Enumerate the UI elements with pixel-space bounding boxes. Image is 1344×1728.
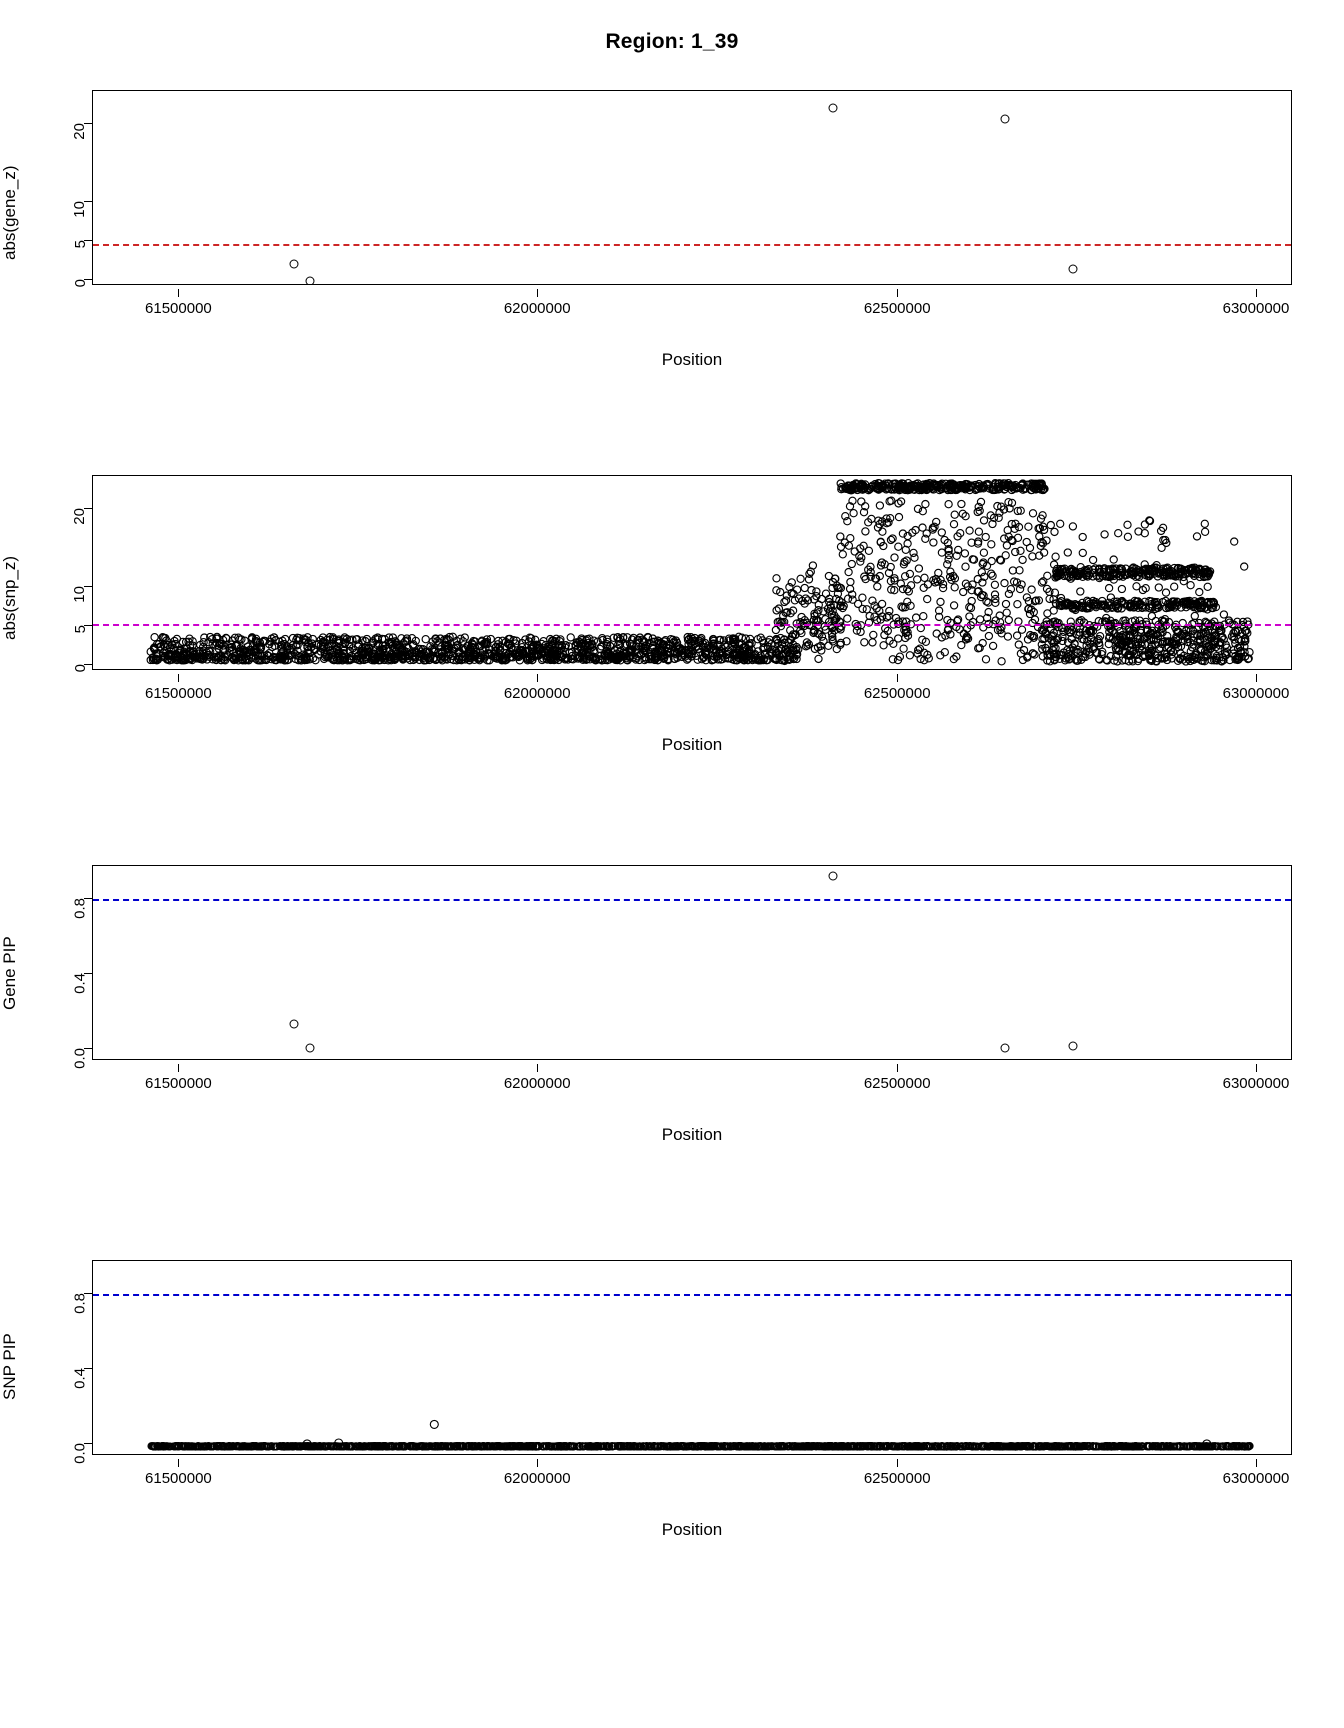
y-axis-label-snp-z: abs(snp_z) bbox=[0, 555, 19, 640]
x-axis-snp-pip bbox=[92, 1459, 1292, 1499]
plot-area-gene-z bbox=[92, 90, 1292, 285]
xtick-label: 63000000 bbox=[1222, 1470, 1290, 1487]
x-axis-snp-z bbox=[92, 674, 1292, 714]
y-axis-label-snp-pip: SNP PIP bbox=[0, 1333, 19, 1400]
ytick-label: 0.4 bbox=[71, 1368, 89, 1389]
plot-area-gene-pip bbox=[92, 865, 1292, 1060]
data-point bbox=[829, 104, 838, 113]
x-axis-label-snp-pip: Position bbox=[661, 1520, 723, 1539]
ytick-label: 0.8 bbox=[71, 898, 89, 919]
y-axis-label-gene-z: abs(gene_z) bbox=[0, 165, 19, 260]
ytick-label: 5 bbox=[71, 625, 89, 634]
threshold-line-snp-z bbox=[93, 624, 1291, 626]
threshold-line-snp-pip bbox=[93, 1294, 1291, 1296]
snp-pip-scatter-layer bbox=[93, 1261, 1292, 1455]
chart-panel-snp-pip bbox=[0, 1240, 1344, 1570]
xtick-label: 61500000 bbox=[145, 300, 212, 317]
xtick-label: 62000000 bbox=[503, 300, 571, 317]
ytick-label: 10 bbox=[71, 201, 89, 218]
data-point bbox=[1068, 265, 1077, 274]
threshold-line-gene-pip bbox=[93, 899, 1291, 901]
data-point bbox=[305, 277, 314, 286]
ytick-label: 0 bbox=[71, 279, 89, 288]
plot-area-snp-z bbox=[92, 475, 1292, 670]
data-point bbox=[290, 1020, 299, 1029]
xtick-label: 62000000 bbox=[503, 1470, 571, 1487]
xtick-label: 62500000 bbox=[863, 1470, 931, 1487]
xtick-label: 63000000 bbox=[1222, 685, 1290, 702]
ytick-label: 10 bbox=[71, 586, 89, 603]
y-axis-label-gene-pip: Gene PIP bbox=[0, 936, 19, 1010]
xtick-label: 63000000 bbox=[1222, 300, 1290, 317]
snp-z-scatter-layer bbox=[93, 476, 1292, 670]
y-axis-snp-z bbox=[52, 475, 92, 673]
ytick-label: 0.0 bbox=[71, 1048, 89, 1069]
xtick-label: 61500000 bbox=[145, 685, 212, 702]
xtick-label: 62500000 bbox=[863, 1075, 931, 1092]
chart-panel-snp-z bbox=[0, 455, 1344, 775]
ytick-label: 20 bbox=[71, 508, 89, 525]
data-point bbox=[305, 1044, 314, 1053]
y-axis-snp-pip bbox=[52, 1260, 92, 1464]
plot-area-snp-pip bbox=[92, 1260, 1292, 1455]
xtick-label: 63000000 bbox=[1222, 1075, 1290, 1092]
page-title: Region: 1_39 bbox=[605, 30, 739, 53]
chart-panel-gene-pip bbox=[0, 845, 1344, 1165]
y-axis-gene-z bbox=[52, 90, 92, 288]
chart-panel-gene-z bbox=[0, 70, 1344, 390]
xtick-label: 62000000 bbox=[503, 685, 571, 702]
xtick-label: 61500000 bbox=[145, 1470, 212, 1487]
x-axis-label-gene-z: Position bbox=[661, 350, 723, 369]
y-axis-gene-pip bbox=[52, 865, 92, 1069]
data-point bbox=[1000, 1044, 1009, 1053]
xtick-label: 61500000 bbox=[145, 1075, 212, 1092]
xtick-label: 62500000 bbox=[863, 685, 931, 702]
ytick-label: 20 bbox=[71, 123, 89, 140]
x-axis-gene-z bbox=[92, 289, 1292, 329]
x-axis-label-snp-z: Position bbox=[661, 735, 723, 754]
data-point bbox=[290, 260, 299, 269]
ytick-label: 5 bbox=[71, 240, 89, 249]
x-axis-label-gene-pip: Position bbox=[661, 1125, 723, 1144]
threshold-line-gene-z bbox=[93, 244, 1291, 246]
ytick-label: 0.4 bbox=[71, 973, 89, 994]
x-axis-gene-pip bbox=[92, 1064, 1292, 1104]
ytick-label: 0.0 bbox=[71, 1443, 89, 1464]
ytick-label: 0.8 bbox=[71, 1293, 89, 1314]
xtick-label: 62000000 bbox=[503, 1075, 571, 1092]
data-point bbox=[1068, 1042, 1077, 1051]
ytick-label: 0 bbox=[71, 664, 89, 673]
xtick-label: 62500000 bbox=[863, 300, 931, 317]
data-point bbox=[1000, 115, 1009, 124]
data-point bbox=[829, 872, 838, 881]
